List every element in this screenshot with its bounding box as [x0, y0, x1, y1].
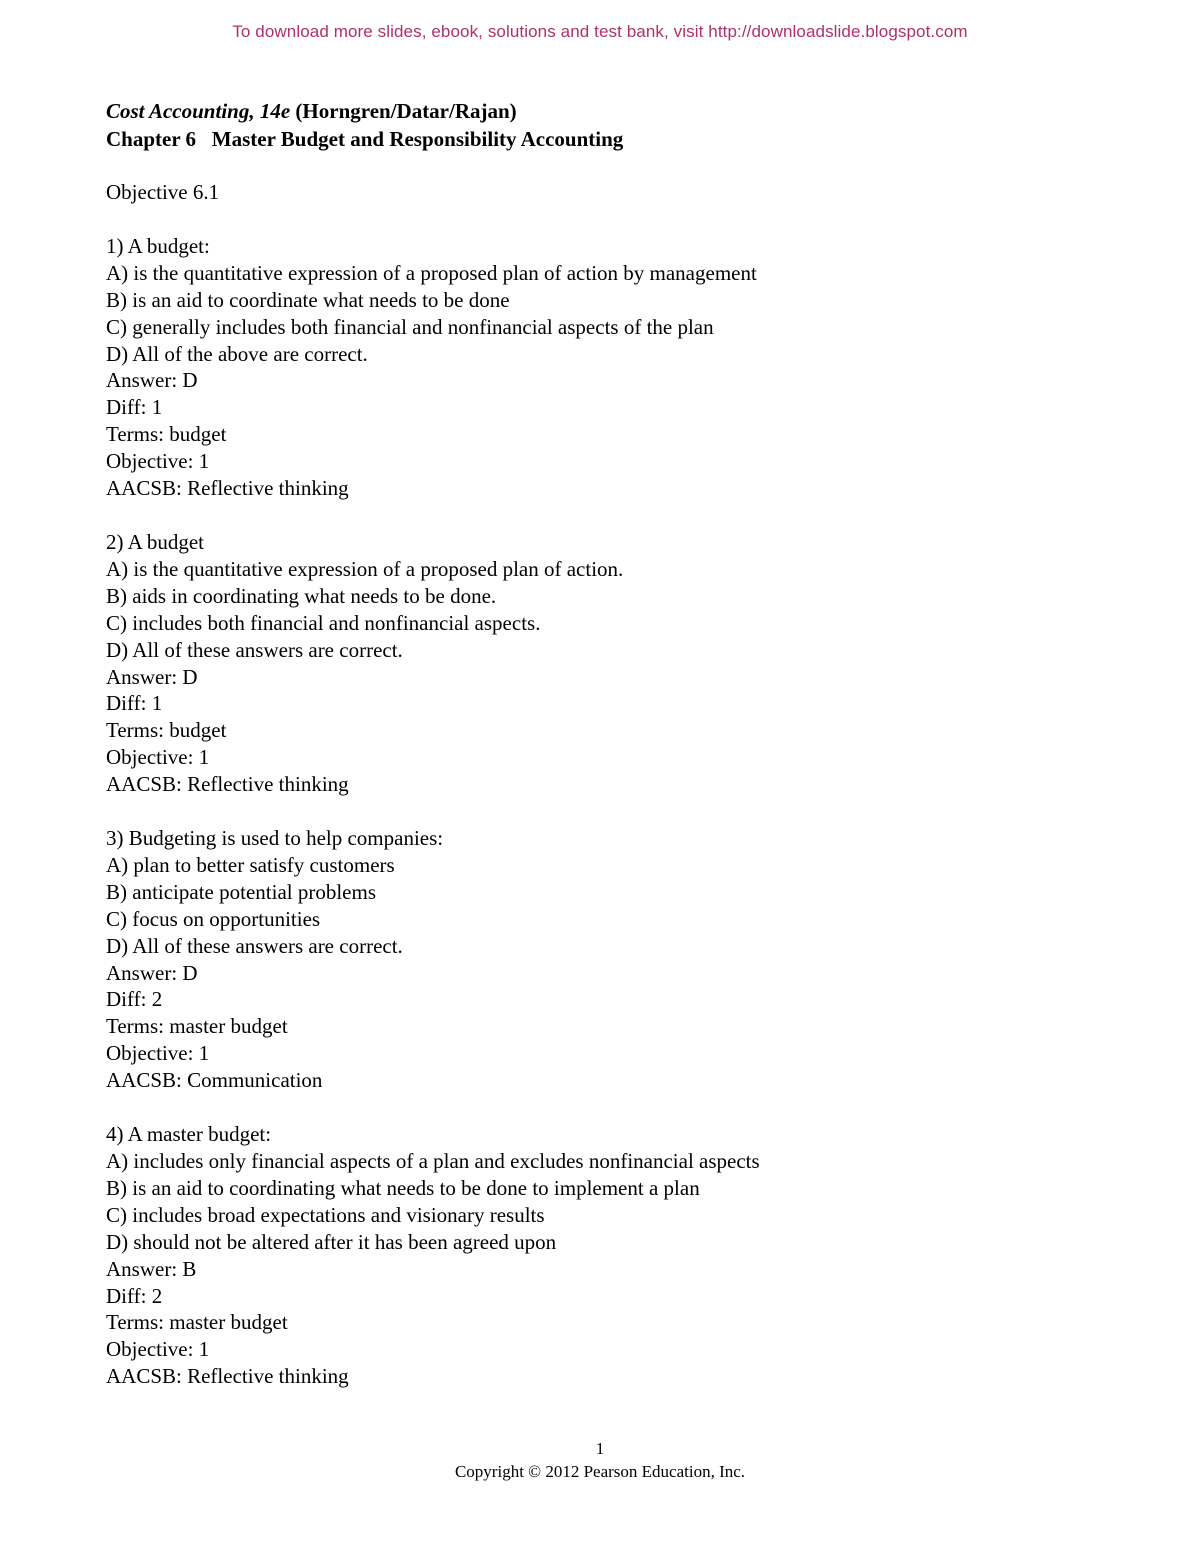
- chapter-title-line: [106, 125, 1106, 153]
- answer-line: Answer: B: [106, 1256, 197, 1281]
- book-authors: (Horngren/Datar/Rajan): [295, 99, 517, 123]
- question-stem: 4) A master budget:: [106, 1122, 272, 1147]
- aacsb-line: AACSB: Reflective thinking: [106, 772, 349, 797]
- page-number: 1: [595, 1439, 605, 1458]
- question-stem: 3) Budgeting is used to help companies:: [106, 826, 444, 851]
- difficulty-line: Diff: 2: [106, 1283, 163, 1308]
- objective-line: Objective: 1: [106, 745, 210, 770]
- terms-line: Terms: master budget: [106, 1014, 288, 1039]
- answer-line: Answer: D: [106, 368, 198, 393]
- aacsb-line: AACSB: Communication: [106, 1068, 323, 1093]
- option-a: A) includes only financial aspects of a plan and excludes nonfinancial aspects: [106, 1149, 760, 1173]
- option-d: D) should not be altered after it has been agreed upon: [106, 1229, 557, 1254]
- download-banner: To download more slides, ebook, solutions and test bank, visit http://downloadslide.blogspot.com: [232, 22, 968, 41]
- difficulty-line: Diff: 2: [106, 987, 163, 1012]
- chapter-label: Chapter 6: [106, 127, 197, 151]
- difficulty-line: Diff: 1: [106, 691, 163, 716]
- option-b: B) anticipate potential problems: [106, 879, 377, 904]
- objective-heading: Objective 6.1: [106, 180, 220, 204]
- question-stem: 2) A budget: [106, 529, 204, 554]
- option-c: C) generally includes both financial and nonfinancial aspects of the plan: [106, 314, 714, 339]
- document-body: [106, 97, 1106, 1390]
- objective-line: Objective: 1: [106, 449, 210, 474]
- option-d: D) All of these answers are correct.: [106, 933, 403, 958]
- answer-line: Answer: D: [106, 664, 198, 689]
- chapter-title: Master Budget and Responsibility Accounting: [211, 127, 624, 151]
- option-c: C) includes both financial and nonfinancial aspects.: [106, 610, 541, 635]
- option-b: B) aids in coordinating what needs to be done.: [106, 583, 497, 608]
- option-a: A) plan to better satisfy customers: [106, 852, 395, 877]
- option-c: C) includes broad expectations and visionary results: [106, 1202, 545, 1227]
- option-d: D) All of the above are correct.: [106, 341, 368, 366]
- question-1: [106, 233, 1106, 502]
- book-title: Cost Accounting, 14e: [106, 99, 291, 123]
- terms-line: Terms: master budget: [106, 1310, 288, 1335]
- option-b: B) is an aid to coordinating what needs to be done to implement a plan: [106, 1175, 700, 1200]
- question-4: [106, 1121, 1106, 1390]
- terms-line: Terms: budget: [106, 718, 227, 743]
- answer-line: Answer: D: [106, 960, 198, 985]
- objective-line: Objective: 1: [106, 1041, 210, 1066]
- option-a: A) is the quantitative expression of a proposed plan of action.: [106, 556, 624, 581]
- option-a: A) is the quantitative expression of a proposed plan of action by management: [106, 260, 757, 285]
- option-b: B) is an aid to coordinate what needs to be done: [106, 287, 510, 312]
- difficulty-line: Diff: 1: [106, 395, 163, 420]
- aacsb-line: AACSB: Reflective thinking: [106, 1364, 349, 1389]
- objective-line: Objective: 1: [106, 1337, 210, 1362]
- question-3: [106, 825, 1106, 1094]
- terms-line: Terms: budget: [106, 422, 227, 447]
- copyright-notice: Copyright © 2012 Pearson Education, Inc.: [454, 1462, 746, 1481]
- aacsb-line: AACSB: Reflective thinking: [106, 476, 349, 501]
- question-stem: 1) A budget:: [106, 233, 210, 258]
- book-title-line: [106, 97, 1106, 125]
- option-d: D) All of these answers are correct.: [106, 637, 403, 662]
- option-c: C) focus on opportunities: [106, 906, 321, 931]
- question-2: [106, 529, 1106, 798]
- document-header: [106, 97, 1106, 153]
